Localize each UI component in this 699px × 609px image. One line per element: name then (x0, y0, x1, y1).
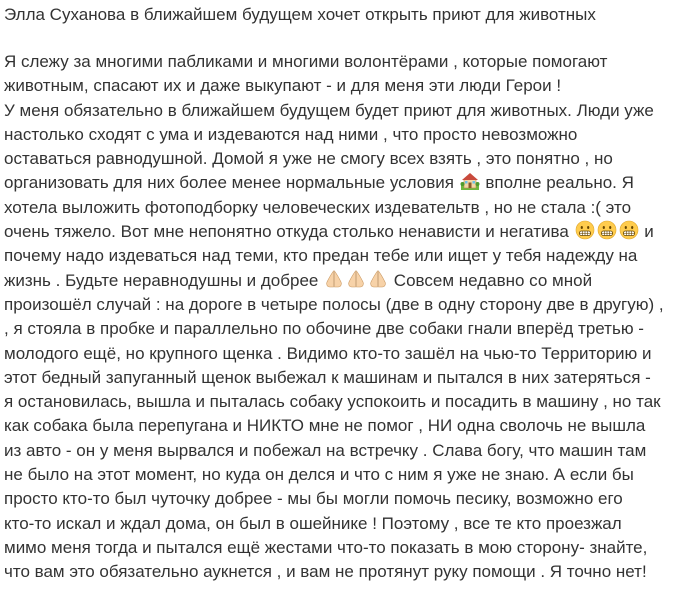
text-span: Совсем недавно со мной (389, 270, 593, 290)
text-line (4, 512, 697, 536)
text-line (4, 171, 697, 195)
text-span: очень тяжело. Вот мне непонятно откуда столько ненависти и негатива (4, 222, 574, 242)
folded-hands-icon (346, 269, 366, 289)
text-line (4, 220, 697, 244)
text-line (4, 342, 697, 366)
text-span: Я слежу за многими пабликами и многими волонтёрами , которые помогают (4, 52, 608, 71)
spacer (4, 26, 697, 50)
folded-hands-icon (324, 269, 344, 289)
text-span: кто-то искал и ждал дома, он был в ошейнике ! Поэтому , все те кто проезжал (4, 513, 622, 533)
text-span: из авто - он у меня вырвался и побежал на встречку . Слава богу, что машин там (4, 440, 647, 460)
text-span: я остановилась, вышла и пыталась собаку успокоить и посадить в машину , но так (4, 392, 661, 412)
text-span: почему надо издеваться над теми, кто предан тебе или ищет у тебя надежду на (4, 246, 638, 266)
text-span: произошёл случай : на дороге в четыре полосы (две в одну сторону две в другую) , (4, 294, 664, 314)
grimacing-face-icon (619, 220, 639, 240)
text-line (4, 244, 697, 268)
text-span: не было на этот момент, но куда он делся и что с ним я уже не знаю. А если бы (4, 465, 634, 485)
text-line (4, 560, 697, 584)
text-line (4, 366, 697, 390)
text-span: жизнь . Будьте неравнодушны и добрее (4, 270, 324, 290)
text-span: молодого ещё, но крупного щенка . Видимо кто-то зашёл на чью-то Территорию и (4, 343, 652, 363)
text-line (4, 123, 697, 147)
text-span: организовать для них более менее нормальные условия (4, 173, 459, 193)
text-span: , я стояла в пробке и параллельно по обочине две собаки гнали вперёд третью - (4, 319, 644, 339)
text-span: У меня обязательно в ближайшем будущем будет приют для животных. Люди уже (4, 100, 654, 120)
text-line (4, 196, 697, 220)
text-span: как собака была перепугана и НИКТО мне не помог , НИ одна сволочь не вышла (4, 416, 646, 436)
grimacing-face-icon (575, 220, 595, 240)
text-line (4, 463, 697, 487)
text-line (4, 439, 697, 463)
text-span: оставаться равнодушной. Домой я уже не смогу всех взять , это понятно , но (4, 149, 613, 169)
post (4, 0, 697, 585)
text-span: хотела выложить фотоподборку человеческих издевательтв , но не стала :( это (4, 197, 632, 217)
text-line (4, 50, 697, 74)
text-line (4, 269, 697, 293)
text-span: мимо меня тогда и пытался ещё жестами что-то показать в мою сторону- знайте, (4, 537, 648, 557)
text-line (4, 414, 697, 438)
text-span: животным, спасают их и даже выкупают - и для меня эти люди Герои ! (4, 76, 562, 96)
folded-hands-icon (368, 269, 388, 289)
text-span: что вам это обязательно аукнется , и вам не протянут руку помощи . Я точно нет! (4, 562, 647, 582)
text-span: этот бедный запуганный щенок выбежал к машинам и пытался в них затеряться - (4, 367, 651, 387)
text-line (4, 317, 697, 341)
grimacing-face-icon (597, 220, 617, 240)
post-body (4, 50, 697, 585)
house-icon (460, 171, 480, 191)
text-line (4, 99, 697, 123)
text-line (4, 487, 697, 511)
text-span: просто кто-то был чуточку добрее - мы бы могли помочь песику, возможно его (4, 489, 623, 509)
text-line (4, 147, 697, 171)
text-line (4, 74, 697, 98)
text-span: настолько сходят с ума и издеваются над ними , что просто невозможно (4, 124, 578, 144)
text-line (4, 536, 697, 560)
post-title: Элла Суханова в ближайшем будущем хочет открыть приют для животных (4, 5, 596, 24)
text-span: и (639, 222, 654, 242)
text-line (4, 390, 697, 414)
text-span: вполне реально. Я (480, 173, 634, 193)
text-line (4, 293, 697, 317)
